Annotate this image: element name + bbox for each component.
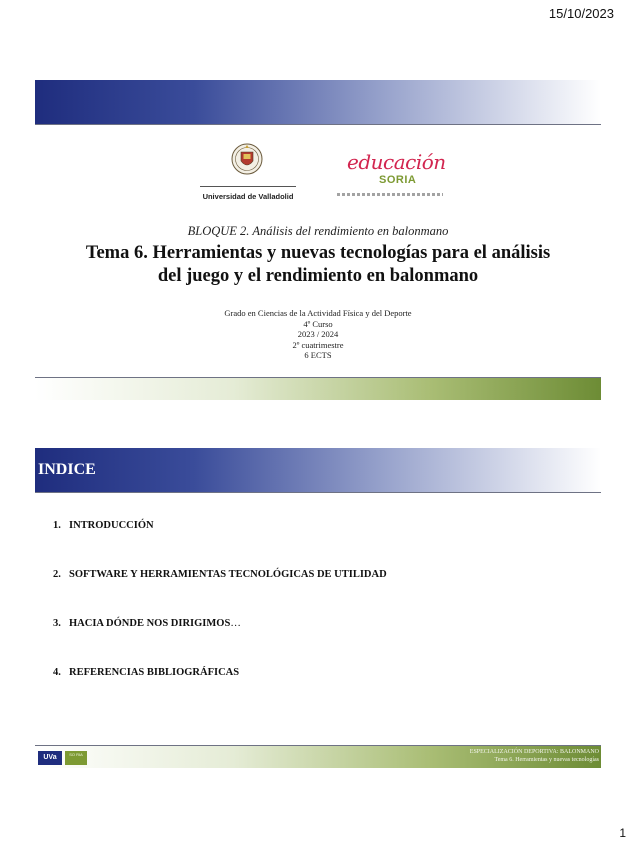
print-date: 15/10/2023 xyxy=(548,6,614,21)
page-number: 1 xyxy=(619,826,626,840)
credits: 6 ECTS xyxy=(304,350,332,360)
main-title-line-1: Tema 6. Herramientas y nuevas tecnologías para el análisis xyxy=(85,243,551,263)
footer-line-1: ESPECIALIZACIÓN DEPORTIVA: BALONMANO xyxy=(469,749,599,755)
toc-item-ellipsis: … xyxy=(230,618,241,629)
main-title-line-2: del juego y el rendimiento en balonmano xyxy=(157,266,479,286)
table-of-contents xyxy=(53,520,593,716)
academic-year: 2023 / 2024 xyxy=(297,329,339,339)
degree-name: Grado en Ciencias de la Actividad Física y del Deporte xyxy=(224,308,412,318)
semester: 2º cuatrimestre xyxy=(292,339,344,350)
educacion-soria-logo xyxy=(337,150,447,204)
logo-tagline-mark xyxy=(337,193,443,196)
index-header-band xyxy=(35,448,601,492)
header-divider xyxy=(35,124,601,125)
university-name: Universidad de Valladolid xyxy=(202,192,294,201)
footer-caption xyxy=(470,748,599,764)
toc-item-number: 4. xyxy=(53,667,61,678)
toc-item xyxy=(53,520,593,569)
soria-badge-logo: SO RIA xyxy=(65,751,87,765)
toc-item-label: INTRODUCCIÓN xyxy=(69,520,154,531)
block-title: BLOQUE 2. Análisis del rendimiento en balonmano xyxy=(187,224,449,238)
title-slide xyxy=(35,80,601,400)
footer-line-2: Tema 6. Herramientas y nuevas tecnologías xyxy=(494,757,599,763)
educacion-wordmark: educación xyxy=(347,150,446,174)
toc-item-label: REFERENCIAS BIBLIOGRÁFICAS xyxy=(69,667,240,678)
toc-item-number: 1. xyxy=(53,520,61,531)
soria-wordmark: SORIA xyxy=(379,174,417,186)
toc-item xyxy=(53,618,593,667)
index-header-divider xyxy=(35,492,601,493)
course-year: 4º Curso xyxy=(303,318,333,329)
footer-gradient-band xyxy=(35,378,601,400)
university-logo-rule xyxy=(200,186,296,187)
toc-item-number: 3. xyxy=(53,618,61,629)
toc-item-number: 2. xyxy=(53,569,61,580)
index-title: INDICE xyxy=(38,461,96,478)
toc-item xyxy=(53,569,593,618)
toc-item-label: HACIA DÓNDE NOS DIRIGIMOS xyxy=(69,618,231,629)
header-gradient-band xyxy=(35,80,601,124)
course-info xyxy=(35,308,601,361)
index-slide xyxy=(35,448,601,768)
main-title xyxy=(55,242,581,288)
university-logo xyxy=(198,142,298,204)
toc-item-label: SOFTWARE Y HERRAMIENTAS TECNOLÓGICAS DE UTILIDAD xyxy=(69,569,387,580)
uva-badge-logo: UVa xyxy=(38,751,62,765)
toc-item xyxy=(53,667,593,716)
university-crest-icon xyxy=(228,142,266,176)
